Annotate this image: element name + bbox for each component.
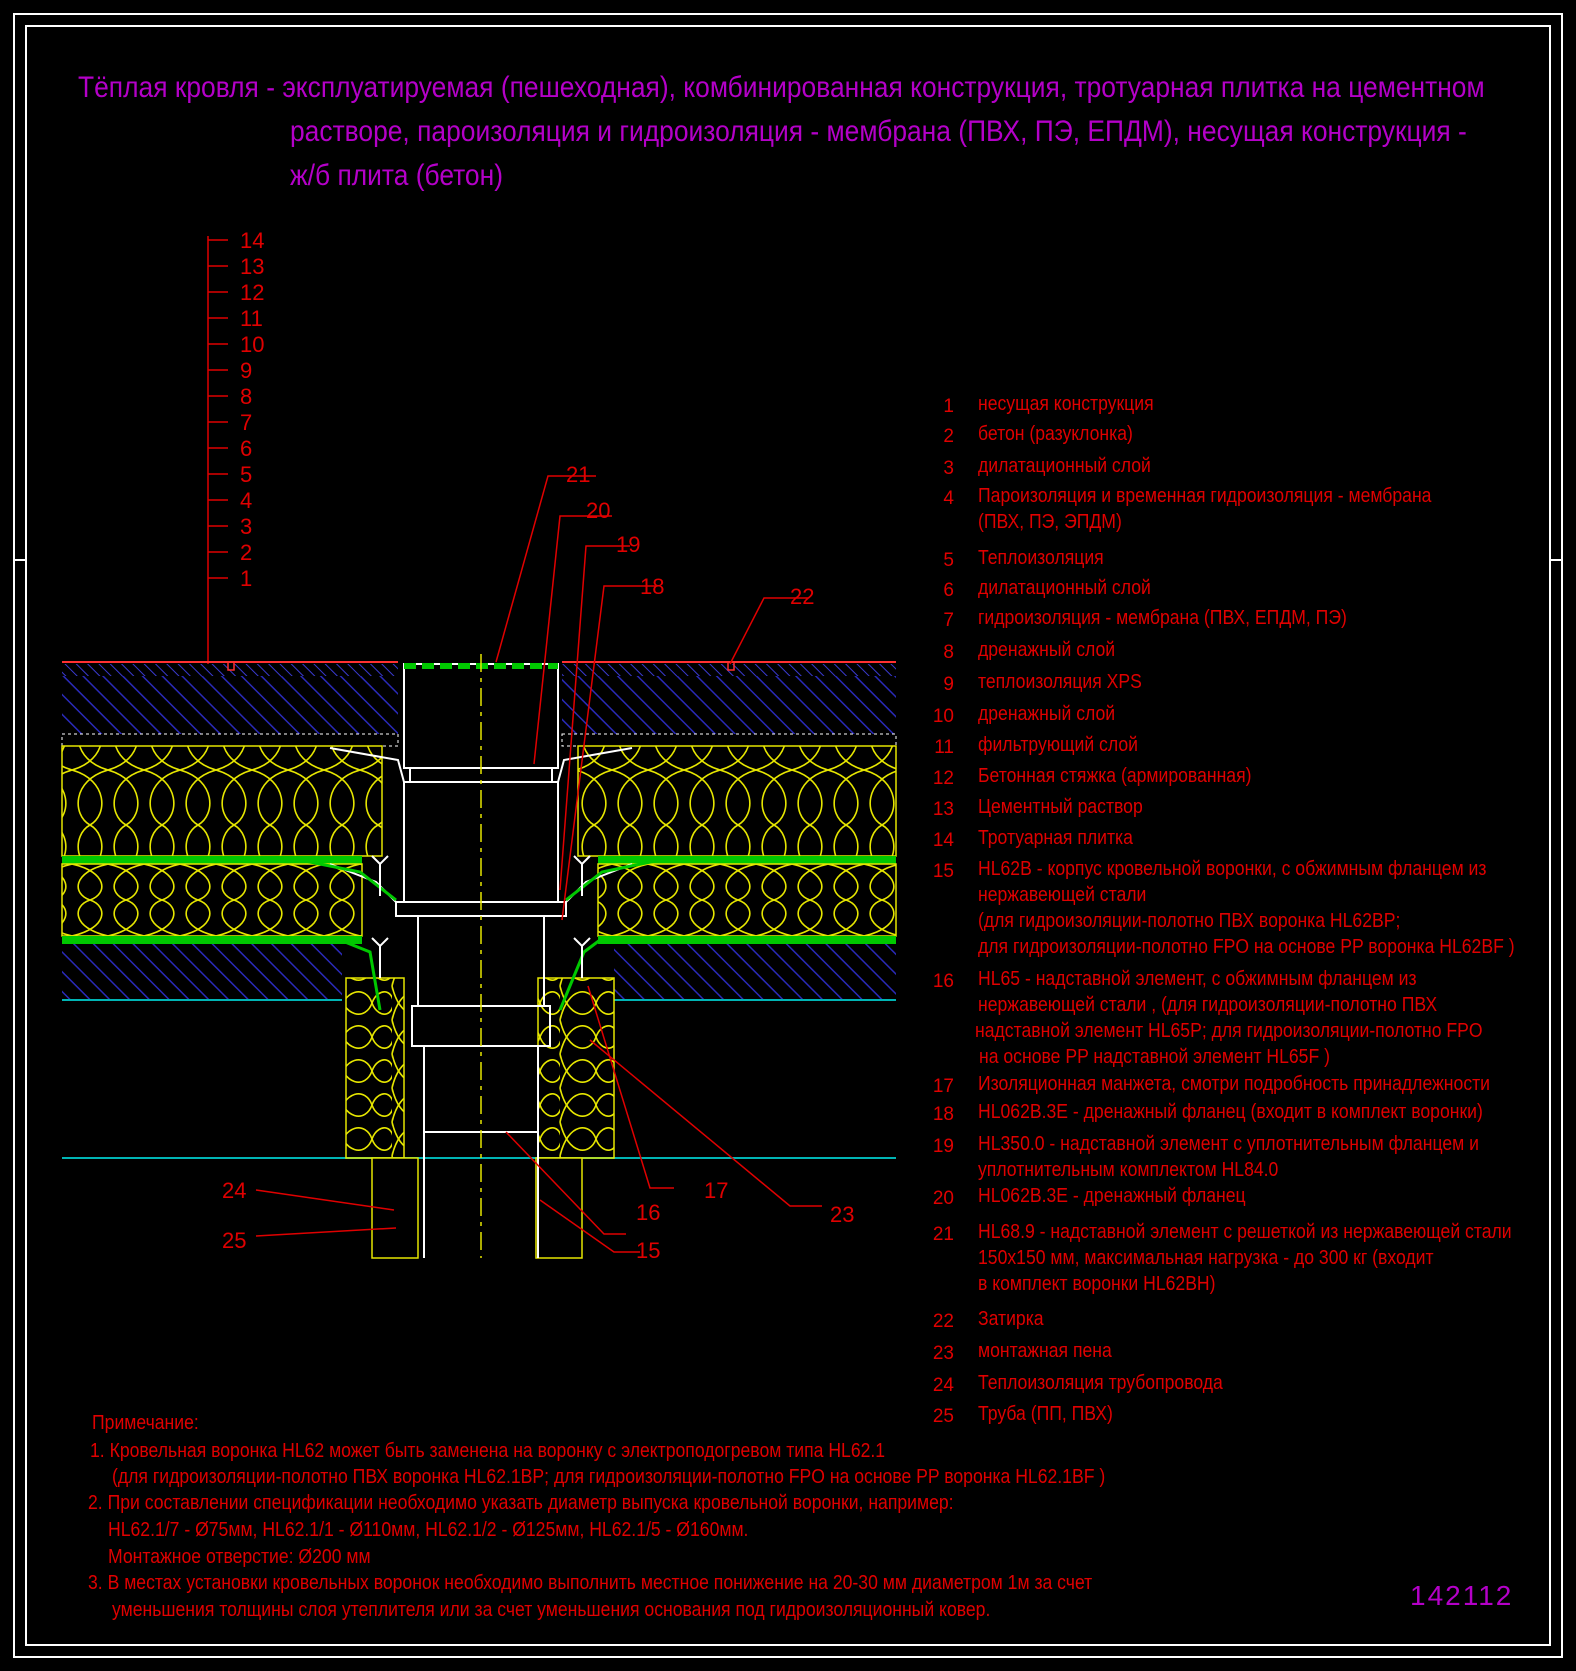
legend-text: дилатационный слой xyxy=(978,577,1151,599)
layer-scale-label: 8 xyxy=(240,384,253,409)
layer-scale-label: 9 xyxy=(240,358,253,383)
note-line: HL62.1/7 - Ø75мм, HL62.1/1 - Ø110мм, HL62.1/2 - Ø125мм, HL62.1/5 - Ø160мм. xyxy=(108,1519,749,1541)
legend-text: HL62B - корпус кровельной воронки, с обжимным фланцем из xyxy=(978,858,1487,880)
callout-25: 25 xyxy=(222,1228,247,1253)
legend-text: монтажная пена xyxy=(978,1340,1112,1362)
drawing-title-line-2: растворе, пароизоляция и гидроизоляция - мембрана (ПВХ, ПЭ, ЕПДМ), несущая конструкция - xyxy=(290,115,1467,148)
note-line: 2. При составлении спецификации необходимо указать диаметр выпуска кровельной воронки, например: xyxy=(88,1492,954,1514)
legend-text: HL68.9 - надставной элемент с решеткой из нержавеющей стали xyxy=(978,1221,1512,1243)
legend-text: Труба (ПП, ПВХ) xyxy=(978,1403,1113,1425)
legend-number: 17 xyxy=(932,1076,954,1097)
legend-text: Теплоизоляция трубопровода xyxy=(978,1372,1223,1394)
legend-number: 9 xyxy=(943,674,954,695)
legend-number: 15 xyxy=(932,861,954,882)
layer-scale-label: 3 xyxy=(240,514,253,539)
layer-scale-label: 2 xyxy=(240,540,253,565)
legend-text: HL062B.3E - дренажный фланец xyxy=(978,1185,1246,1207)
legend-number: 5 xyxy=(943,550,954,571)
callout-24: 24 xyxy=(222,1178,247,1203)
pipe-insulation-right xyxy=(536,1158,582,1258)
legend-number: 20 xyxy=(932,1188,954,1209)
legend-text: HL65 - надставной элемент, с обжимным фланцем из xyxy=(978,968,1417,990)
legend-text: бетон (разуклонка) xyxy=(978,423,1133,445)
legend-text: дилатационный слой xyxy=(978,455,1151,477)
legend-text: Затирка xyxy=(978,1308,1044,1330)
legend-text: HL062B.3E - дренажный фланец (входит в комплект воронки) xyxy=(978,1101,1483,1123)
legend-text: нержавеющей стали xyxy=(978,884,1147,906)
legend-number: 13 xyxy=(932,799,954,820)
callout-22: 22 xyxy=(790,584,815,609)
drawing-code: 142112 xyxy=(1410,1580,1514,1611)
layer-scale-label: 12 xyxy=(240,280,265,305)
legend-text: несущая конструкция xyxy=(978,393,1154,415)
legend-number: 2 xyxy=(943,426,954,447)
layer-scale-label: 11 xyxy=(240,306,263,331)
legend-number: 23 xyxy=(932,1343,954,1364)
callout-17: 17 xyxy=(704,1178,729,1203)
layer-scale-label: 13 xyxy=(240,254,265,279)
legend-text: Тротуарная плитка xyxy=(978,827,1133,849)
legend-number: 21 xyxy=(932,1224,954,1245)
notes-heading: Примечание: xyxy=(92,1412,199,1434)
mounting-foam-left xyxy=(346,978,404,1158)
callout-15: 15 xyxy=(636,1238,661,1263)
legend-number: 8 xyxy=(943,642,954,663)
note-line: 3. В местах установки кровельных воронок необходимо выполнить местное понижение на 20-30 мм диаметром 1м за счет xyxy=(88,1572,1093,1594)
legend-text: (для гидроизоляции-полотно ПВХ воронка HL62BP; xyxy=(978,910,1401,932)
legend-number: 4 xyxy=(943,488,954,509)
roof-layers-left xyxy=(62,662,398,1000)
legend-number: 12 xyxy=(932,768,954,789)
legend-text: фильтрующий слой xyxy=(978,734,1138,756)
legend-text: уплотнительным комплектом HL84.0 xyxy=(978,1159,1279,1181)
callout-23: 23 xyxy=(830,1202,855,1227)
legend-text: HL350.0 - надставной элемент с уплотнительным фланцем и xyxy=(978,1133,1479,1155)
layer-scale-label: 4 xyxy=(240,488,253,513)
legend-text: Изоляционная манжета, смотри подробность принадлежности xyxy=(978,1073,1491,1095)
note-line: 1. Кровельная воронка HL62 может быть заменена на воронку с электроподогревом типа HL62.1 xyxy=(90,1440,886,1462)
note-line: Монтажное отверстие: Ø200 мм xyxy=(108,1546,371,1568)
legend-text: гидроизоляция - мембрана (ПВХ, ЕПДМ, ПЭ) xyxy=(978,607,1347,629)
note-line: (для гидроизоляции-полотно ПВХ воронка HL62.1BP; для гидроизоляции-полотно FPO на основе PP воронка HL62.1BF ) xyxy=(112,1466,1106,1488)
legend-number: 25 xyxy=(932,1406,954,1427)
layer-scale-label: 6 xyxy=(240,436,253,461)
roof-layers-right xyxy=(562,662,896,1000)
legend-number: 11 xyxy=(934,737,954,758)
legend-number: 1 xyxy=(943,396,954,417)
legend-number: 16 xyxy=(932,971,954,992)
callout-18: 18 xyxy=(640,574,665,599)
layer-scale-label: 1 xyxy=(240,566,253,591)
layer-scale-label: 10 xyxy=(240,332,265,357)
legend-number: 19 xyxy=(932,1136,954,1157)
legend-text: в комплект воронки HL62BH) xyxy=(978,1273,1216,1295)
legend-text: дренажный слой xyxy=(978,703,1116,725)
legend-number: 18 xyxy=(932,1104,954,1125)
legend-text: нержавеющей стали , (для гидроизоляции-полотно ПВХ xyxy=(978,994,1438,1016)
note-line: уменьшения толщины слоя утеплителя или за счет уменьшения основания под гидроизоляционный ковер. xyxy=(112,1599,991,1621)
legend-text: (ПВХ, ПЭ, ЭПДМ) xyxy=(978,511,1122,533)
legend-text: дренажный слой xyxy=(978,639,1116,661)
layer-scale-label: 14 xyxy=(240,228,265,253)
callout-20: 20 xyxy=(586,498,611,523)
layer-scale-label: 5 xyxy=(240,462,253,487)
callout-19: 19 xyxy=(616,532,641,557)
legend-number: 24 xyxy=(932,1375,954,1396)
legend-text: Теплоизоляция xyxy=(978,547,1104,569)
legend-text: надставной элемент HL65P; для гидроизоляции-полотно FPO xyxy=(975,1020,1483,1042)
legend-text: 150x150 мм, максимальная нагрузка - до 300 кг (входит xyxy=(978,1247,1434,1269)
legend-text: Пароизоляция и временная гидроизоляция - мембрана xyxy=(978,485,1432,507)
layer-scale-label: 7 xyxy=(240,410,253,435)
legend-text: теплоизоляция XPS xyxy=(978,671,1142,693)
layer-scale xyxy=(208,236,228,672)
legend-number: 14 xyxy=(932,830,954,851)
callout-16: 16 xyxy=(636,1200,661,1225)
legend-text: для гидроизоляции-полотно FPO на основе PP воронка HL62BF ) xyxy=(978,936,1515,958)
drawing-title-line-3: ж/б плита (бетон) xyxy=(290,159,503,192)
callout-21: 21 xyxy=(566,462,591,487)
legend-number: 10 xyxy=(932,706,954,727)
legend-number: 3 xyxy=(943,458,954,479)
legend-number: 22 xyxy=(932,1311,954,1332)
legend-text: на основе PP надставной элемент HL65F ) xyxy=(979,1046,1330,1068)
legend-text: Бетонная стяжка (армированная) xyxy=(978,765,1252,787)
legend-text: Цементный раствор xyxy=(978,796,1143,818)
legend-number: 6 xyxy=(943,580,954,601)
legend-number: 7 xyxy=(943,610,954,631)
drawing-title-line-1: Тёплая кровля - эксплуатируемая (пешеходная), комбинированная конструкция, тротуарная плитка на цементном xyxy=(78,71,1485,104)
